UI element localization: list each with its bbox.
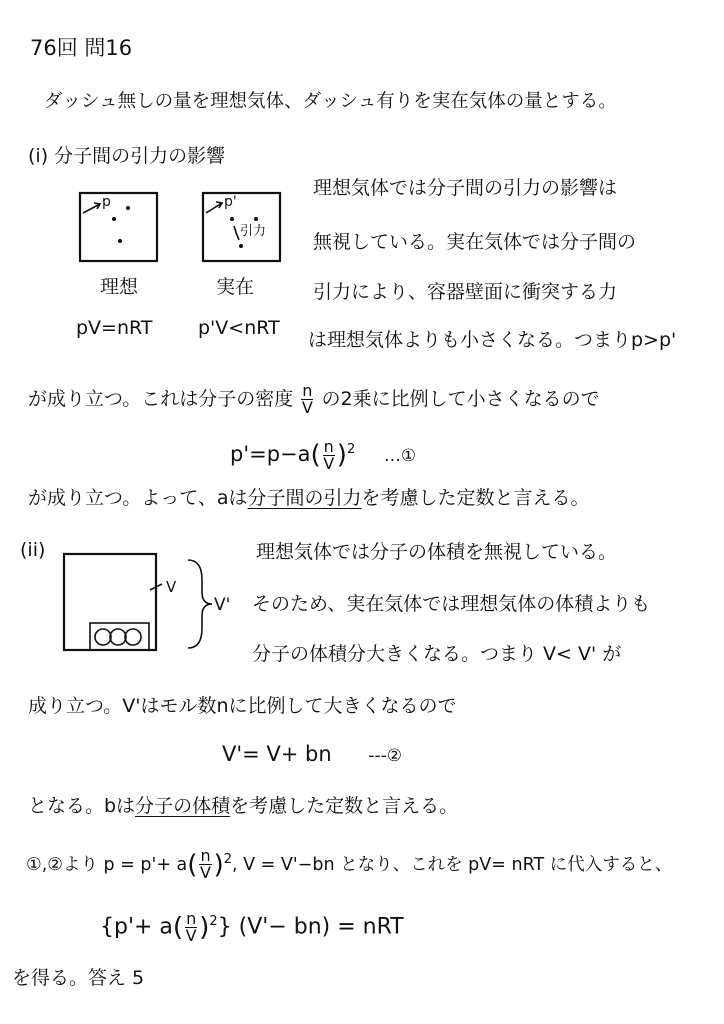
substitution-text-a: ①,②より p = p'+ a <box>26 854 188 875</box>
real-gas-inequality: p'V<nRT <box>198 317 280 339</box>
v-label: V <box>166 578 177 596</box>
section2-heading: (ii) <box>20 539 46 561</box>
constant-a-sentence <box>28 486 590 510</box>
fraction-numerator: n <box>200 846 211 866</box>
eq1-exponent: 2 <box>346 442 356 457</box>
constant-b-sentence <box>28 794 458 818</box>
ideal-molecule <box>112 217 116 221</box>
underlined-attraction: 分子間の引力 <box>247 487 362 509</box>
eq2-body: V'= V+ bn <box>222 742 332 766</box>
section1-heading: (i) 分子間の引力の影響 <box>28 145 226 167</box>
substitution-sentence: ①,②より p = p'+ a( $\frac{n}{V}$ )$^2$, V = V'−bn となり、これを pV= nRT に代入すると、 <box>26 846 673 883</box>
attraction-wavy-line <box>234 226 239 240</box>
ideal-molecule <box>118 239 122 243</box>
eq1-fraction <box>323 436 335 473</box>
constant-a-text-b: を考慮した定数と言える。 <box>361 487 590 509</box>
constant-b-text-b: を考慮した定数と言える。 <box>230 795 459 817</box>
answer: を得る。答え 5 <box>12 967 145 989</box>
ideal-molecule <box>126 206 130 210</box>
vprime-brace <box>188 560 212 648</box>
fraction-numerator: n <box>323 436 334 456</box>
section1-para-line: 理想気体では分子間の引力の影響は <box>313 177 618 199</box>
vprime-label: V' <box>214 595 231 615</box>
eq2-tag: ---② <box>368 746 403 766</box>
ideal-p-label: p <box>102 194 111 210</box>
constant-a-text-a: が成り立つ。よって、aは <box>28 487 248 509</box>
section2-para-line: 理想気体では分子の体積を無視している。 <box>256 541 618 563</box>
real-caption: 実在 <box>216 276 255 298</box>
final-exponent: 2 <box>223 852 233 867</box>
ideal-container-box <box>80 193 157 261</box>
section1-para-line: 引力により、容器壁面に衝突する力 <box>313 281 618 303</box>
ideal-gas-equation: pV=nRT <box>76 317 153 339</box>
substitution-text-b: , V = V'−bn となり、これを pV= nRT に代入すると、 <box>232 854 673 875</box>
fraction-denominator: V <box>200 863 211 883</box>
molecule-circle <box>95 629 111 645</box>
ideal-caption: 理想 <box>100 276 139 298</box>
section2-para-line: そのため、実在気体では理想気体の体積よりも <box>252 593 651 615</box>
fraction-numerator: n <box>302 381 313 400</box>
fraction-numerator: n <box>186 908 197 928</box>
section1-para-line: は理想気体よりも小さくなる。つまりp>p' <box>308 329 677 351</box>
fraction-denominator: V <box>301 398 313 417</box>
van-der-waals-equation: {p'+ a( $\frac{n}{V}$ )$^2$} (V'− bn) = nRT <box>100 908 404 945</box>
equation-2 <box>222 742 402 768</box>
equation-1: p'=p−a( $\frac{n}{V}$ )$^2$ …① <box>230 436 417 473</box>
fraction-denominator: V <box>323 453 335 473</box>
intro-text: ダッシュ無しの量を理想気体、ダッシュ有りを実在気体の量とする。 <box>44 91 617 112</box>
page-title: 76回 問16 <box>30 36 133 60</box>
molecule-circle <box>125 629 141 645</box>
eq1-tag: …① <box>383 446 417 466</box>
vdw-open: {p'+ a <box>100 914 173 940</box>
vdw-fraction <box>185 908 197 945</box>
real-p-label: p' <box>224 194 237 210</box>
attraction-label: 引力 <box>240 224 267 239</box>
vdw-exponent: 2 <box>209 914 218 929</box>
molecule-circle <box>110 629 126 645</box>
density-sentence <box>28 382 600 416</box>
final-fraction <box>199 848 211 881</box>
underlined-volume: 分子の体積 <box>135 795 231 817</box>
section2-para-line: 分子の体積分大きくなる。つまり V< V' が <box>252 643 622 665</box>
mole-proportional-sentence: 成り立つ。V'はモル数nに比例して大きくなるので <box>28 695 457 717</box>
density-fraction <box>301 383 313 416</box>
density-text-a: が成り立つ。これは分子の密度 <box>28 388 294 410</box>
molecule-volume-box <box>90 623 149 650</box>
real-molecule <box>230 217 234 221</box>
constant-b-text-a: となる。bは <box>28 795 136 817</box>
eq1-lhs: p'=p−a <box>230 442 311 466</box>
density-text-b: の2乗に比例して小さくなるので <box>321 388 600 410</box>
real-molecule <box>239 244 243 248</box>
vdw-close: } (V'− bn) = nRT <box>217 914 404 940</box>
section1-para-line: 無視している。実在気体では分子間の <box>313 231 637 253</box>
fraction-denominator: V <box>185 925 197 945</box>
